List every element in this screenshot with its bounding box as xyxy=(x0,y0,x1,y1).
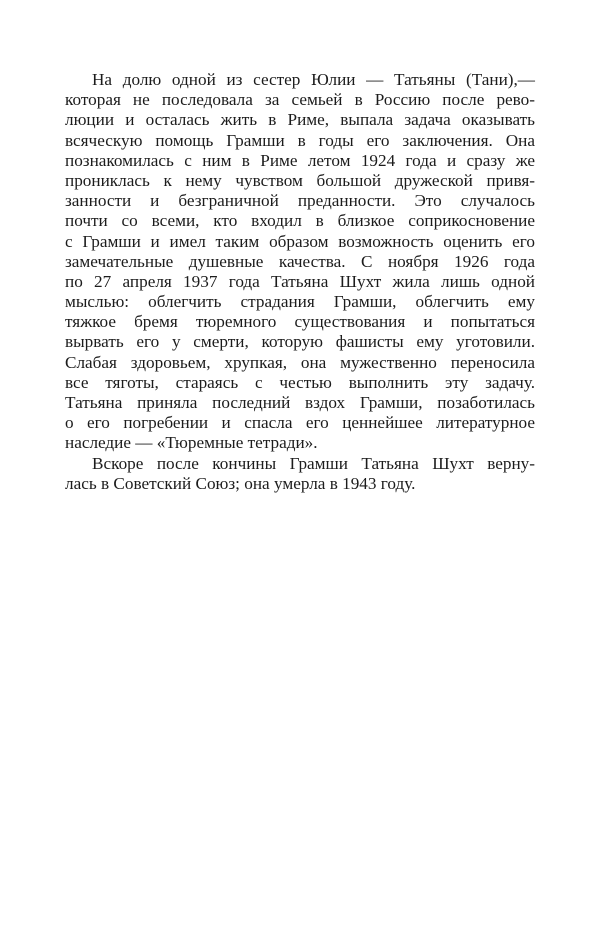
text-line: которая не последовала за семьей в Россию после рево- xyxy=(65,90,535,110)
text-line: с Грамши и имел таким образом возможность оценить его xyxy=(65,231,535,251)
text-line: занности и безграничной преданности. Это случалось xyxy=(65,191,535,211)
document-page xyxy=(65,70,535,494)
text-line: вырвать его у смерти, которую фашисты ему уготовили. xyxy=(65,332,535,352)
text-line: Слабая здоровьем, хрупкая, она мужественно переносила xyxy=(65,352,535,372)
paragraph-1 xyxy=(65,70,535,454)
text-line: тяжкое бремя тюремного существования и попытаться xyxy=(65,312,535,332)
paragraph-2 xyxy=(65,454,535,494)
text-line: о его погребении и спасла его ценнейшее литературное xyxy=(65,413,535,433)
text-line: люции и осталась жить в Риме, выпала задача оказывать xyxy=(65,110,535,130)
text-line: На долю одной из сестер Юлии — Татьяны (Тани),— xyxy=(92,70,535,89)
text-line: наследие — «Тюремные тетради». xyxy=(65,433,318,453)
text-line: Татьяна приняла последний вздох Грамши, позаботилась xyxy=(65,393,535,412)
text-line: лась в Советский Союз; она умерла в 1943 году. xyxy=(65,473,416,493)
text-line: мыслью: облегчить страдания Грамши, облегчить ему xyxy=(65,292,535,312)
text-line: все тяготы, стараясь с честью выполнить эту задачу. xyxy=(65,372,535,392)
text-line: замечательные душевные качества. С ноября 1926 года xyxy=(65,251,535,271)
text-line: Вскоре после кончины Грамши Татьяна Шухт верну- xyxy=(92,453,535,473)
text-line: почти со всеми, кто входил в близкое соприкосновение xyxy=(65,211,535,231)
text-line: по 27 апреля 1937 года Татьяна Шухт жила лишь одной xyxy=(65,271,535,291)
text-line: познакомилась с ним в Риме летом 1924 года и сразу же xyxy=(65,150,535,170)
text-line: прониклась к нему чувством большой дружеской привя- xyxy=(65,170,535,190)
text-line: всяческую помощь Грамши в годы его заключения. Она xyxy=(65,130,535,150)
